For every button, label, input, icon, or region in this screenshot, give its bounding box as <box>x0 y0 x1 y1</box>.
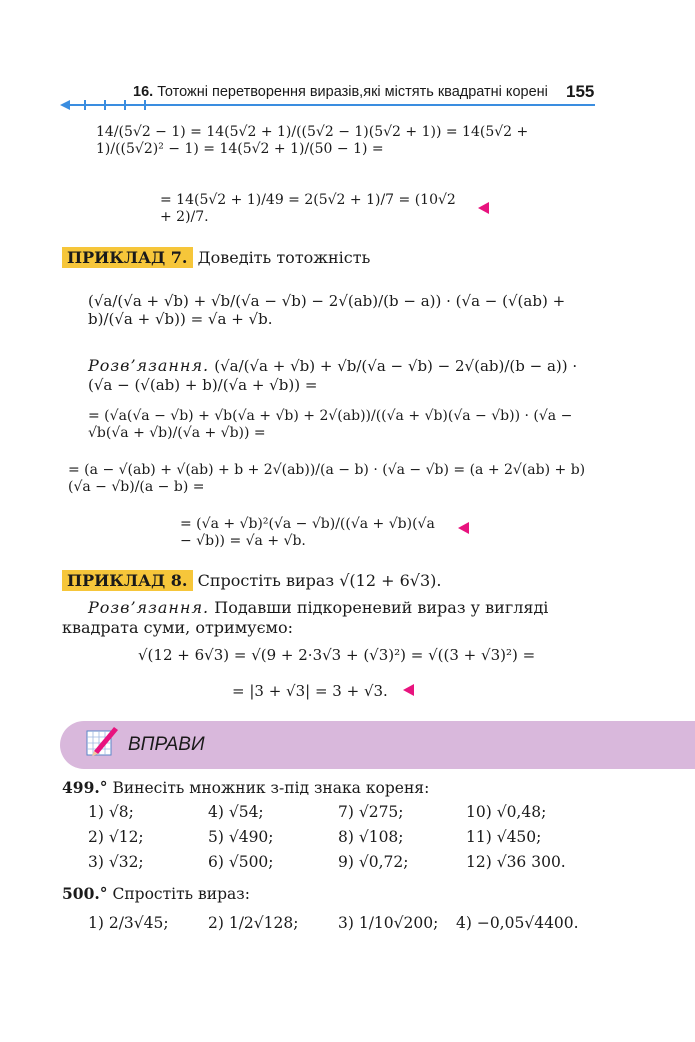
ex499-item: 6) √500; <box>208 853 274 871</box>
exercises-title: ВПРАВИ <box>128 734 205 755</box>
example-8-task: Спростіть вираз <box>197 571 335 590</box>
end-marker-icon <box>478 202 489 214</box>
example-8-heading <box>62 571 442 590</box>
ex499-item: 7) √275; <box>338 803 404 821</box>
solution-label: Розв’язання. <box>88 598 210 617</box>
section-number: 16. <box>133 84 154 100</box>
ex499-item: 5) √490; <box>208 828 274 846</box>
ex499-item: 9) √0,72; <box>338 853 409 871</box>
example-7-task: Доведіть тотожність <box>197 248 371 267</box>
example-7-heading <box>62 248 370 267</box>
ex500-item: 3) 1/10√200; <box>338 914 439 932</box>
example-8-label: ПРИКЛАД 8. <box>62 570 193 591</box>
ex500-item: 1) 2/3√45; <box>88 914 169 932</box>
solution-label: Розв’язання. <box>88 356 210 375</box>
ex499-item: 3) √32; <box>88 853 144 871</box>
solution-text-1: Подавши підкореневий вираз у вигляді <box>214 598 549 617</box>
section-title: Тотожні перетворення виразів,які містять квадратні корені <box>157 84 548 100</box>
example-8-solution-line-2: квадрата суми, отримуємо: <box>62 618 293 637</box>
ex499-item: 2) √12; <box>88 828 144 846</box>
exercise-500-heading <box>62 884 250 903</box>
solution-line-1: 14/(5√2 − 1) = 14(5√2 + 1)/((5√2 − 1)(5√2 + 1)) = 14(5√2 + 1)/((5√2)² − 1) = 14(5√2 + 1)/(50 − 1) = <box>96 124 529 157</box>
ex500-item: 2) 1/2√128; <box>208 914 299 932</box>
example-7-step-1 <box>88 356 598 394</box>
exercise-number: 500.° <box>62 884 108 903</box>
example-8-step-1: √(12 + 6√3) = √(9 + 2·3√3 + (√3)²) = √((3 + √3)²) = <box>138 646 536 664</box>
solution-line-2: = 14(5√2 + 1)/49 = 2(5√2 + 1)/7 = (10√2 + 2)/7. <box>160 192 456 225</box>
ex499-item: 12) √36 300. <box>466 853 566 871</box>
exercise-task: Винесіть множник з-під знака кореня: <box>112 779 430 797</box>
end-marker-icon <box>458 522 469 534</box>
exercise-499-heading <box>62 778 429 797</box>
ex499-item: 1) √8; <box>88 803 134 821</box>
example-8-solution-line-1 <box>88 598 598 617</box>
ex500-item: 4) −0,05√4400. <box>456 914 579 932</box>
exercise-task: Спростіть вираз: <box>112 885 250 903</box>
exercise-number: 499.° <box>62 778 108 797</box>
header-ruler <box>60 98 595 112</box>
example-7-identity: (√a/(√a + √b) + √b/(√a − √b) − 2√(ab)/(b − a)) · (√a − (√(ab) + b)/(√a + √b)) = √a + √b. <box>88 292 566 328</box>
page-number: 155 <box>566 82 595 101</box>
end-marker-icon <box>403 684 414 696</box>
ex499-item: 11) √450; <box>466 828 542 846</box>
ex499-item: 4) √54; <box>208 803 264 821</box>
ex499-item: 10) √0,48; <box>466 803 547 821</box>
example-7-step-3: = (a − √(ab) + √(ab) + b + 2√(ab))/(a − b) · (√a − √b) = (a + 2√(ab) + b)(√a − √b)/(a − b) = <box>68 462 586 495</box>
example-8-step-2: = |3 + √3| = 3 + √3. <box>232 682 388 700</box>
example-7-step-2: = (√a(√a − √b) + √b(√a + √b) + 2√(ab))/((√a + √b)(√a − √b)) · (√a − √b(√a + √b)/(√a + √b)) = <box>88 408 573 441</box>
step-1-formula: (√a/(√a + √b) + √b/(√a − √b) − 2√(ab)/(b − a)) · (√a − (√(ab) + b)/(√a + √b)) = <box>88 357 578 394</box>
example-8-expression: √(12 + 6√3). <box>339 571 442 590</box>
example-7-label: ПРИКЛАД 7. <box>62 247 193 268</box>
ex499-item: 8) √108; <box>338 828 404 846</box>
example-7-step-4: = (√a + √b)²(√a − √b)/((√a + √b)(√a − √b)) = √a + √b. <box>180 516 435 549</box>
notebook-pencil-icon <box>84 723 120 759</box>
